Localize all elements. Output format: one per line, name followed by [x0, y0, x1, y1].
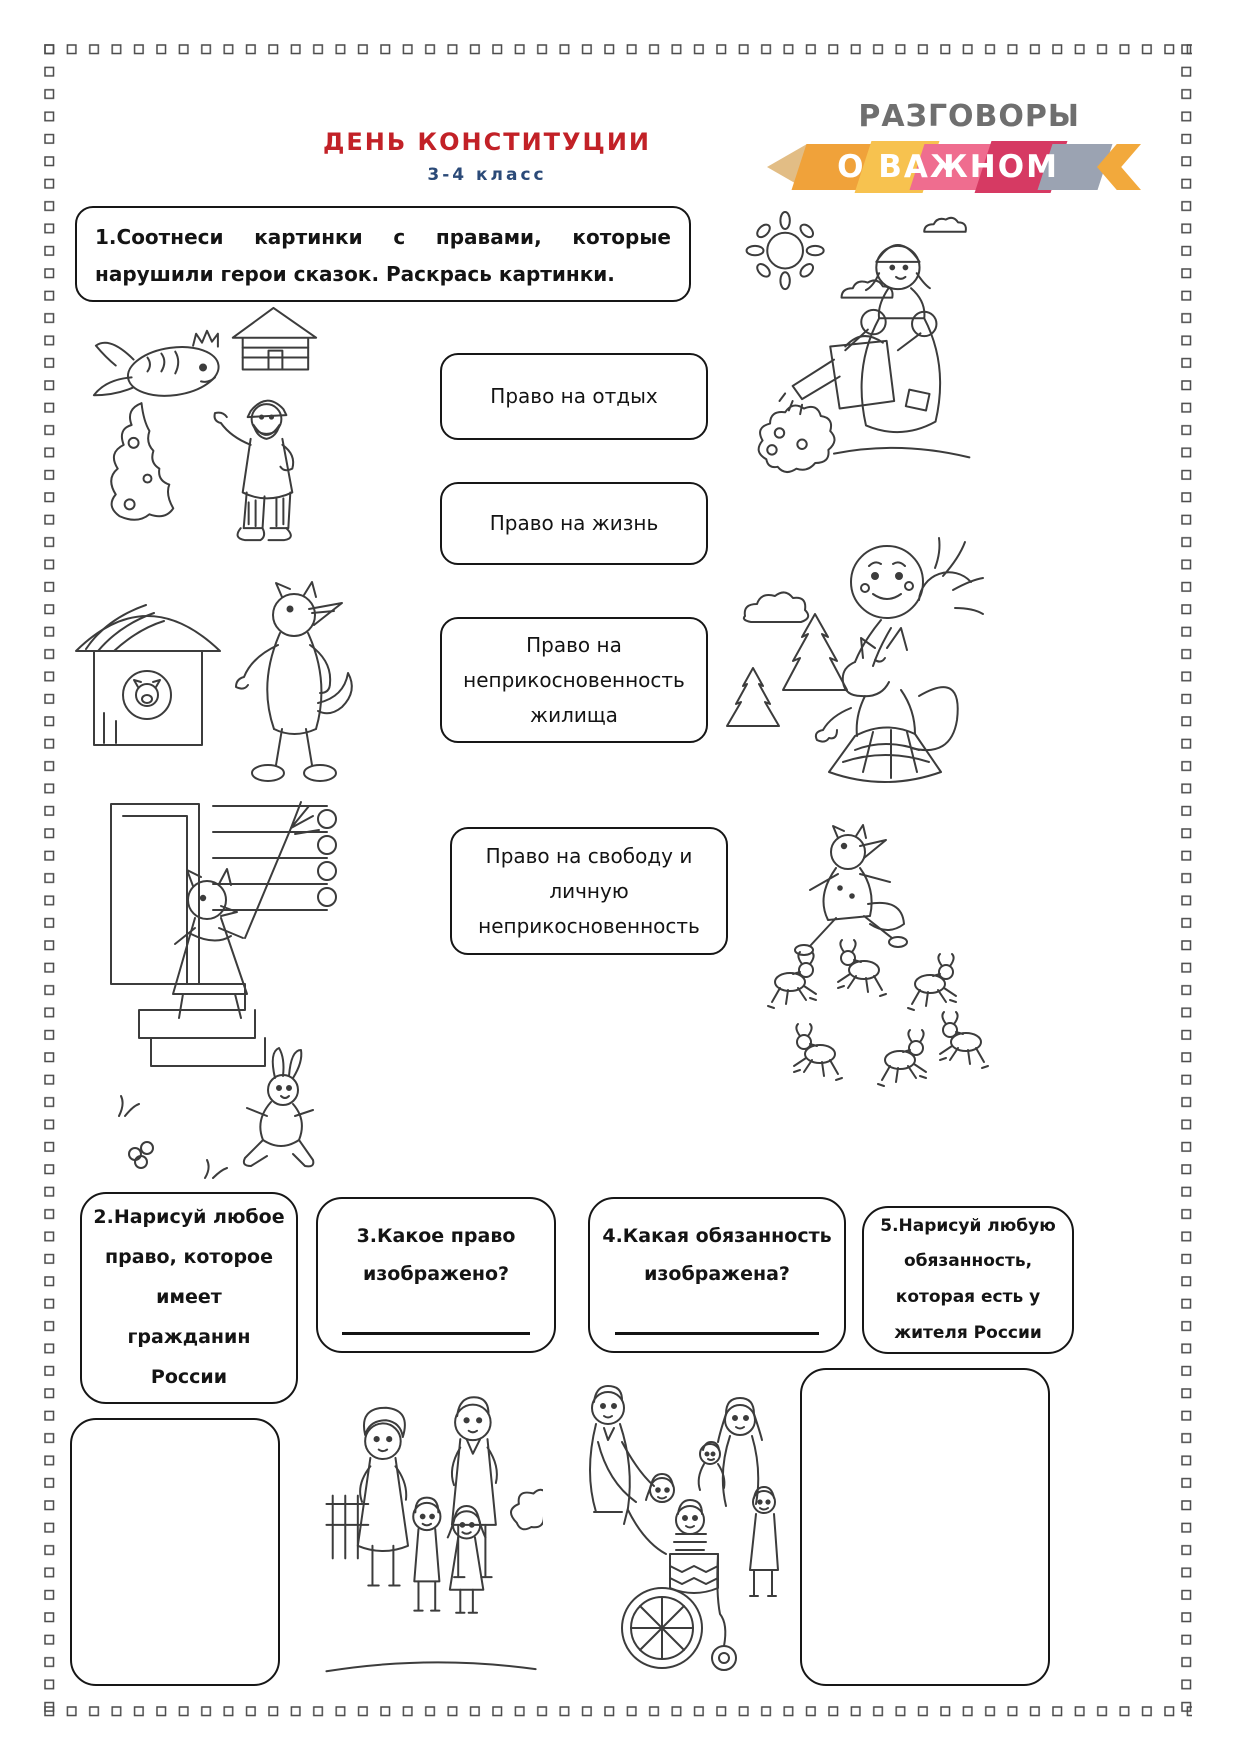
task4-box [588, 1197, 846, 1353]
worksheet-header [287, 128, 687, 185]
kolobok-on-fox-nose-illustration [705, 520, 990, 795]
task3-answer-line [342, 1332, 531, 1335]
task4-text: 4.Какая обязанность изображена? [602, 1225, 832, 1285]
drawing-area-right [800, 1368, 1050, 1686]
task2-text: 2.Нарисуй любое право, которое имеет гражданин России [93, 1206, 285, 1388]
page-border-bottom [44, 1706, 1192, 1717]
rights-box-life [440, 482, 708, 565]
logo-wordmark: РАЗГОВОРЫ [858, 99, 1080, 134]
rights-box-home-inviolability [440, 617, 708, 743]
page-border-left [44, 44, 55, 1718]
task1-text: 1.Соотнеси картинки с правами, которые нарушили герои сказок. Раскрась картинки. [95, 225, 671, 286]
page-title: ДЕНЬ КОНСТИТУЦИИ [323, 128, 651, 156]
rights-box-rest [440, 353, 708, 440]
rights-label: Право на свободу и личную неприкосновенность [478, 843, 700, 938]
fox-cat-and-hare-illustration [95, 790, 345, 1190]
task4-answer-line [615, 1332, 818, 1335]
task5-text: 5.Нарисуй любую обязанность, которая есть у жителя России [880, 1215, 1056, 1343]
big-family-with-wheelchair-illustration [558, 1362, 786, 1690]
wolf-and-piglet-hut-illustration [62, 555, 392, 795]
rights-box-personal-freedom [450, 827, 728, 955]
wolf-and-seven-goats-illustration [752, 812, 1000, 1095]
rights-label: Право на жизнь [489, 511, 659, 535]
page-border-top [44, 44, 1192, 55]
logo-banner [767, 144, 1141, 190]
task1-box [75, 206, 691, 302]
girl-with-watering-can-illustration [740, 198, 975, 510]
page-border-right [1181, 44, 1192, 1718]
task3-box [316, 1197, 556, 1353]
task5-box [862, 1206, 1074, 1354]
task3-text: 3.Какое право изображено? [356, 1225, 516, 1285]
rights-label: Право на неприкосновенность жилища [463, 632, 685, 727]
task2-box [80, 1192, 298, 1404]
fisherman-and-goldfish-illustration [82, 296, 330, 554]
family-of-four-illustration [318, 1368, 543, 1688]
page-subtitle: 3-4 класс [427, 165, 547, 185]
rights-label: Право на отдых [490, 384, 658, 408]
drawing-area-left [70, 1418, 280, 1686]
logo-banner-text: О ВАЖНОМ [837, 149, 1059, 185]
